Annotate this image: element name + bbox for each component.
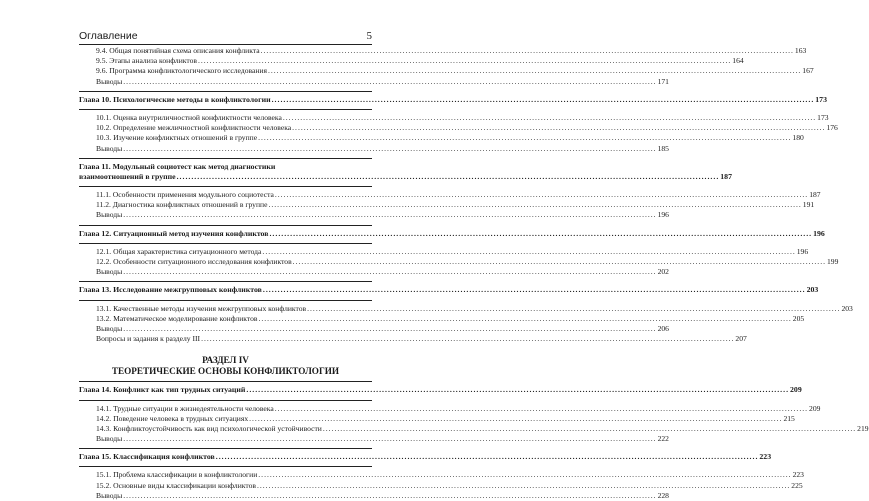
toc-entry: Выводы ..... 196 [79,210,372,220]
toc-chapter-15: Глава 15. Классификация конфликтов ..... 223 [79,452,372,462]
divider [79,381,372,382]
toc-entry: Выводы ..... 206 [79,324,372,334]
toc-entry: Выводы ..... 185 [79,144,372,154]
toc-chapter-11: взаимоотношений в группе ..... 187 [79,172,372,182]
divider [79,186,372,187]
toc-chapter-14: Глава 14. Конфликт как тип трудных ситуаций ..... 209 [79,385,372,395]
running-header-title: Оглавление [79,30,138,42]
toc-entry: 10.1. Оценка внутриличностной конфликтности человека ..... 173 [79,113,372,123]
toc-entry: 15.2. Основные виды классификации конфликтов ..... 225 [79,481,372,491]
toc-entry: 12.2. Особенности ситуационного исследования конфликтов ..... 199 [79,257,372,267]
divider [79,281,372,282]
divider [79,243,372,244]
section-title: ТЕОРЕТИЧЕСКИЕ ОСНОВЫ КОНФЛИКТОЛОГИИ [111,366,340,377]
section-heading [79,355,372,377]
divider [79,448,372,449]
toc-entry: 9.5. Этапы анализа конфликтов ..... 164 [79,56,372,66]
divider [79,466,372,467]
toc-entry: 11.2. Диагностика конфликтных отношений в группе ..... 191 [79,200,372,210]
toc-entry: 9.6. Программа конфликтологического исследования ..... 167 [79,66,372,76]
toc-entry: 12.1. Общая характеристика ситуационного метода ..... 196 [79,247,372,257]
toc-entry: Выводы ..... 202 [79,267,372,277]
toc-entry: Выводы ..... 222 [79,434,372,444]
toc-entry: Выводы ..... 228 [79,491,372,501]
toc-entry: 14.3. Конфликтоустойчивость как вид психологической устойчивости ..... 219 [79,424,372,434]
table-of-contents [79,46,869,501]
toc-entry: 11.1. Особенности применения модульного социотеста ..... 187 [79,190,372,200]
toc-chapter-10: Глава 10. Психологические методы в конфликтологии ..... 173 [79,95,372,105]
page-number: 5 [366,30,372,42]
toc-entry: 9.4. Общая понятийная схема описания конфликта ..... 163 [79,46,372,56]
running-header [79,26,372,45]
toc-entry: 10.3. Изучение конфликтных отношений в группе ..... 180 [79,133,372,143]
toc-entry: 15.1. Проблема классификации в конфликтологии ..... 223 [79,470,372,480]
toc-chapter-12: Глава 12. Ситуационный метод изучения конфликтов ..... 196 [79,229,372,239]
divider [79,400,372,401]
toc-entry: 10.2. Определение межличностной конфликтности человека ..... 176 [79,123,372,133]
divider [79,225,372,226]
toc-entry: Выводы ..... 171 [79,77,372,87]
toc-chapter-13: Глава 13. Исследование межгрупповых конфликтов ..... 203 [79,285,372,295]
toc-entry: Вопросы и задания к разделу III ..... 207 [79,334,372,344]
divider [79,109,372,110]
divider [79,158,372,159]
section-number: РАЗДЕЛ IV [202,355,249,366]
toc-entry: 14.2. Поведение человека в трудных ситуациях ..... 215 [79,414,372,424]
divider [79,300,372,301]
divider [79,91,372,92]
toc-chapter-11-line1: Глава 11. Модульный социотест как метод диагностики [79,161,276,171]
toc-entry: 13.1. Качественные методы изучения межгрупповых конфликтов ..... 203 [79,304,372,314]
toc-entry: 13.2. Математическое моделирование конфликтов ..... 205 [79,314,372,324]
toc-entry: 14.1. Трудные ситуации в жизнедеятельности человека ..... 209 [79,404,372,414]
